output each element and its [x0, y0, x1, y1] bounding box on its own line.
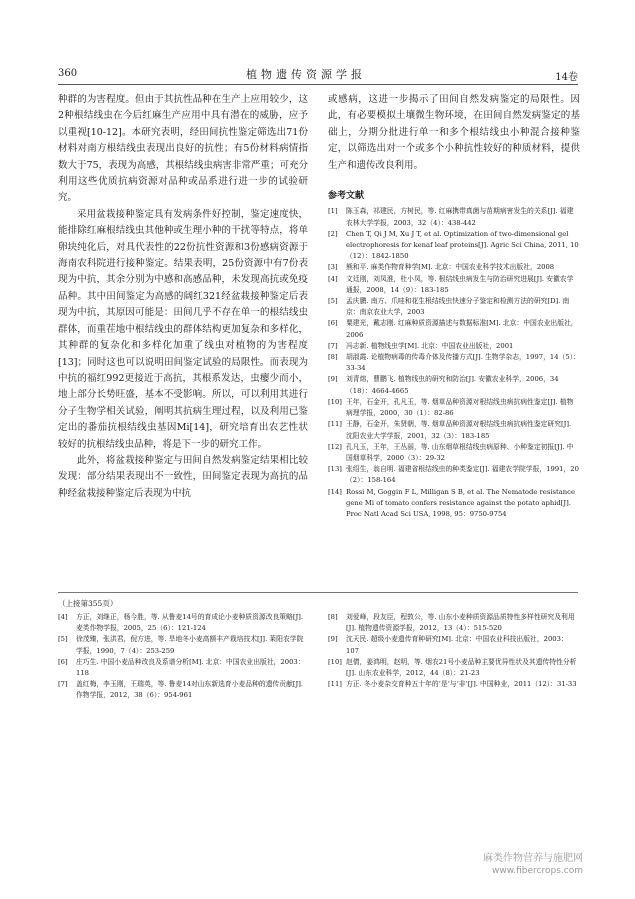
right-column — [328, 92, 580, 520]
reference-number: [8] — [328, 353, 338, 362]
reference-number: [10] — [328, 397, 342, 406]
reference-text: 孟庆鹏. 南方、爪哇和花生根结线虫快速分子鉴定和检测方法的研究[D]. 南京：南京农业大学，2003 — [346, 297, 570, 317]
reference-item — [328, 296, 580, 318]
reference-text: 赵倩，姜鸿明，赵明，等. 烟农21号小麦品种主要优异性状及其遗传特性分析[J]. 山东农业科学，2012，44（8）：21-23 — [346, 657, 577, 678]
reference-text: 熊和平. 麻类作物育种学[M]. 北京：中国农业科学技术出版社，2008 — [346, 263, 555, 272]
reference-item — [328, 487, 580, 521]
reference-number: [7] — [328, 341, 338, 350]
reference-text: 盖红梅，李玉刚，王瑞英，等. 鲁麦14对山东新选育小麦品种的遗传贡献[J]. 作物学报，2012，38（6）：954-961 — [76, 680, 304, 700]
reference-item — [328, 262, 580, 273]
reference-number: [9] — [328, 375, 338, 384]
reference-text: 刘爱峰，段友臣，程敦公，等. 山东小麦种质资源品质特性多样性研究及利用[J]. 植物遗传资源学报，2012，13（4）：515-520 — [346, 613, 575, 633]
reference-item — [328, 274, 580, 296]
reference-item — [328, 206, 580, 228]
page-number: 360 — [58, 68, 78, 79]
reference-text: 沈天民. 超级小麦遗传育种研究[M]. 北京：中国农业科技出版社，2003：107 — [346, 635, 568, 655]
reference-item — [328, 612, 580, 634]
reference-item — [328, 341, 580, 352]
reference-text: 孔凡玉，王年，王丛丽，等. 山东烟草根结线虫病原种、小种鉴定初报[J]. 中国烟草科学，2000（3）：29-32 — [346, 442, 574, 462]
body-paragraph: 采用盆栽接种鉴定具有发病条件好控制，鉴定速度快，能排除红麻根结线虫其他种或生理小种的干扰等特点，将单卵块纯化后，对具代表性的22份抗性资源和3份感病资源于海南农科院进行接种鉴定。结果表明，25份资源中有7份表现为中抗，其余分别为中感和高感品种，未发现高抗或免疫品种。其中田间鉴定为高感的阔红321经盆栽接种鉴定后表现为中抗，其原因可能是：田间几乎不存在单一的根结线虫群体，而重茬地中根结线虫的群体结构更加复杂和多样化，其种群的复杂化和多样化加重了线虫对植物的为害程度[13]；同时这也可以说明田间鉴定试验的局限性。而表现为中抗的福红992更接近于高抗，其根系发达，虫瘿少而小，地上部分长势旺盛，基本不受影响。所以，可以利用其进行分子生物学相关试验，阐明其抗病生理过程，以及利用已鉴定出的番茄抗根结线虫基因Mi[14]，研究培育出农艺性状较好的抗根结线虫品种，将是下一步的研究工作。 — [58, 208, 308, 450]
reference-text: Chen T, Qi J M, Xu J T, et al. Optimization of two-dimensional gel electrophoresis for kenaf leaf proteins[J]. Agric Sci China, 2011, 10（12）：1842-1850 — [346, 229, 579, 261]
reference-number: [7] — [58, 680, 68, 689]
reference-number: [12] — [328, 442, 342, 451]
body-paragraph: 种群的为害程度。但由于其抗性品种在生产上应用较少，这2种根结线虫在今后红麻生产应用中具有潜在的威胁，应予以重视[10-12]。本研究表明，经田间抗性鉴定筛选出71份材料对南方根结线虫表现出良好的抗性；有5份材料病情指数大于75，表现为高感，其根结线虫病害非常严重；可充分利用这些优质抗病资源对品种或品系进行进一步的试验研究。 — [58, 94, 308, 204]
reference-number: [2] — [328, 229, 338, 238]
reference-item — [328, 318, 580, 340]
reference-text: 王年，石金开，孔凡玉，等. 烟草品种资源对根结线虫病抗病性鉴定[J]. 植物病理学报，2000，30（1）：82-86 — [346, 397, 574, 418]
reference-item — [328, 419, 580, 441]
reference-number: [14] — [328, 487, 342, 496]
reference-number: [8] — [328, 613, 338, 621]
reference-text: 方正. 冬小麦杂交育种五十年的‘是’与‘非’[J]. 中国种业，2011（12）：31-33 — [346, 680, 577, 689]
references-heading: 参考文献 — [328, 191, 365, 202]
continuation-reference-list-left — [58, 612, 310, 702]
reference-text: 刘青熔，曹鹏飞. 植物线虫的研究和防治[J]. 安徽农业科学，2006，34（18）：4664-4665 — [346, 375, 559, 395]
journal-title: 植物遗传资源学报 — [246, 68, 366, 81]
volume-label: 14卷 — [555, 72, 578, 83]
left-column — [58, 92, 308, 502]
reference-item — [58, 612, 310, 634]
reference-item — [328, 634, 580, 656]
continuation-rule — [58, 592, 578, 593]
reference-number: [6] — [328, 319, 338, 328]
page-header — [58, 62, 578, 82]
reference-item — [328, 352, 580, 374]
reference-number: [13] — [328, 465, 342, 474]
body-paragraph: 或感病，这进一步揭示了田间自然发病鉴定的局限性。因此，有必要模拟土壤微生物环境，在田间自然发病鉴定的基础上，分期分批进行单一和多个根结线虫小种混合接种鉴定，以筛选出对一个或多个小种抗性较好的种质材料，提供生产和遗传改良利用。 — [328, 94, 580, 171]
continuation-reference-list-right — [328, 612, 580, 690]
reference-text: 粟建光，戴志刚. 红麻种质资源描述与数据标准[M]. 北京：中国农业出版社，2006 — [346, 319, 578, 339]
header-rule — [58, 84, 578, 85]
reference-text: Rossi M, Goggin F L, Milligan S B, et al. The Nematode resistance gene Mi of tomato confers resistance against the potato aphid[J]. Proc Natl Acad Sci USA, 1998, 95：9750-9754 — [346, 487, 575, 518]
reference-text: 张绍生，翁自明. 福建省根结线虫的种类鉴定[J]. 福建农学院学报，1991，20（2）：158-164 — [346, 465, 579, 485]
reference-text: 庄巧生. 中国小麦品种改良及系谱分析[M]. 北京：中国农业出版社，2003：118 — [76, 657, 305, 678]
reference-item — [328, 442, 580, 464]
reference-number: [9] — [328, 635, 338, 644]
reference-number: [11] — [328, 680, 342, 689]
reference-text: 冯志新. 植物线虫学[M]. 北京：中国农业出版社，2001 — [346, 341, 514, 350]
reference-item — [58, 657, 310, 679]
watermark-url: www.fibercrops.com — [492, 866, 583, 876]
reference-item — [328, 229, 580, 263]
body-paragraph: 此外，将盆栽接种鉴定与田间自然发病鉴定结果相比较发现：部分结果表现出不一致性，田间鉴定表现为高抗的品种经盆栽接种鉴定后表现为中抗 — [58, 454, 308, 499]
reference-item — [328, 657, 580, 679]
site-watermark — [483, 852, 583, 877]
reference-item — [58, 679, 310, 701]
reference-number: [1] — [328, 207, 338, 216]
reference-item — [328, 374, 580, 396]
reference-number: [5] — [58, 635, 68, 644]
reference-number: [5] — [328, 297, 338, 306]
reference-list — [328, 206, 580, 520]
reference-number: [4] — [328, 274, 338, 283]
reference-number: [6] — [58, 657, 68, 666]
reference-text: 徐茂臻，张洪君，倪方进，等. 旱地冬小麦高额丰产栽培技术[J]. 莱阳农学院学报，1990，7（4）：253-259 — [76, 635, 304, 655]
reference-text: 胡淑霞. 论植物病毒的传毒介体及传播方式[J]. 生物学杂志，1997，14（5）：33-34 — [346, 353, 580, 373]
reference-item — [58, 634, 310, 656]
reference-text: 方正，刘继正，杨今胜，等. 从鲁麦14号的育成论小麦种质资源改良策略[J]. 麦类作物学报，2005，25（6）：121-124 — [76, 613, 304, 633]
reference-item — [328, 464, 580, 486]
reference-number: [4] — [58, 613, 68, 621]
reference-number: [3] — [328, 263, 338, 272]
continuation-title: （上接第355页） — [58, 599, 118, 608]
reference-item — [328, 679, 580, 690]
reference-item — [328, 397, 580, 419]
reference-text: 文廷刚，刘凤淮，杜小凤，等. 根结线虫病发生与防治研究进展[J]. 安徽农学通报，2008，14（9）：183-185 — [346, 274, 574, 294]
reference-number: [11] — [328, 420, 342, 429]
watermark-text: 麻类作物营养与施肥网 — [483, 853, 583, 864]
reference-number: [10] — [328, 657, 342, 666]
reference-text: 陈玉森，祁建民，方树民，等. 红麻携带真菌与苗期病害发生的关系[J]. 福建农林大学学报，2003，32（4）：438-442 — [346, 207, 574, 227]
reference-text: 王静，石金开，朱贤朝，等. 烟草品种资源对根结线虫病抗病性鉴定研究[J]. 沈阳农业大学学报，2001，32（3）：183-185 — [346, 420, 572, 440]
